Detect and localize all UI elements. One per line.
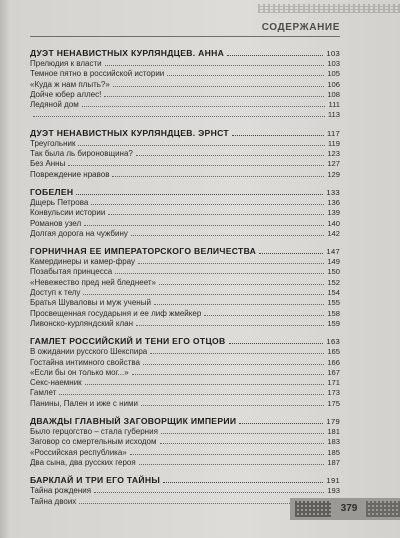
entry-page: 123 bbox=[327, 149, 340, 159]
entry-page: 139 bbox=[327, 208, 340, 218]
dot-leader bbox=[108, 214, 324, 215]
entry-title: Тайна двоих bbox=[30, 496, 77, 506]
section-title: ДВАЖДЫ ГЛАВНЫЙ ЗАГОВОРЩИК ИМПЕРИИ bbox=[30, 416, 237, 427]
entry-title: «Куда ж нам плыть?» bbox=[30, 79, 110, 89]
toc-entry bbox=[30, 267, 340, 277]
dot-leader bbox=[161, 433, 324, 434]
dot-leader bbox=[143, 364, 324, 365]
toc-entry bbox=[30, 90, 340, 100]
toc-entry bbox=[30, 110, 340, 120]
toc-section bbox=[30, 246, 340, 329]
dot-leader bbox=[79, 503, 324, 504]
entry-page: 165 bbox=[327, 347, 340, 357]
dot-leader bbox=[130, 454, 325, 455]
toc-section bbox=[30, 187, 340, 239]
dot-leader bbox=[136, 325, 324, 326]
entry-page: 108 bbox=[327, 89, 340, 99]
dot-leader bbox=[259, 253, 323, 254]
toc-entry bbox=[30, 448, 340, 458]
entry-page: 173 bbox=[327, 388, 340, 398]
entry-page: 105 bbox=[327, 69, 340, 79]
dot-leader bbox=[141, 405, 324, 406]
toc-entry bbox=[30, 347, 340, 357]
entry-title: Панины, Пален и иже с ними bbox=[30, 398, 138, 408]
toc-entry bbox=[30, 288, 340, 298]
entry-page: 193 bbox=[327, 486, 340, 496]
entry-page: 183 bbox=[327, 437, 340, 447]
entry-title: Дщерь Петрова bbox=[30, 197, 89, 207]
entry-page: 166 bbox=[327, 357, 340, 367]
toc-entry bbox=[30, 139, 340, 149]
dot-leader bbox=[68, 165, 324, 166]
section-page: 133 bbox=[326, 187, 340, 197]
entry-page: 187 bbox=[327, 457, 340, 467]
dot-leader bbox=[113, 86, 325, 87]
entry-page: 127 bbox=[327, 159, 340, 169]
dot-leader bbox=[232, 135, 324, 136]
section-heading bbox=[30, 48, 340, 59]
toc-entry bbox=[30, 257, 340, 267]
dot-leader bbox=[139, 464, 325, 465]
entry-title: Гамлет bbox=[30, 388, 57, 398]
section-heading bbox=[30, 128, 340, 139]
toc-entry bbox=[30, 170, 340, 180]
toc-section bbox=[30, 48, 340, 121]
entry-title: Просвещенная государыня и ее лиф жмейкер bbox=[30, 308, 202, 318]
entry-page: 129 bbox=[327, 169, 340, 179]
dot-leader bbox=[115, 273, 324, 274]
entry-title: Секс-наемник bbox=[30, 378, 82, 388]
dot-leader bbox=[150, 353, 324, 354]
entry-title: Братья Шуваловы и муж ученый bbox=[30, 298, 151, 308]
dot-leader bbox=[59, 394, 324, 395]
entry-title: Прелюдия к власти bbox=[30, 59, 102, 68]
toc-entry bbox=[30, 399, 340, 409]
entry-title: Камердинеры и камер-фрау bbox=[30, 257, 136, 267]
entry-title: Ливонско-курляндский клан bbox=[30, 318, 133, 328]
entry-page: 181 bbox=[327, 427, 340, 437]
section-heading bbox=[30, 336, 340, 347]
section-page: 147 bbox=[326, 247, 340, 257]
section-title: БАРКЛАЙ И ТРИ ЕГО ТАЙНЫ bbox=[30, 475, 161, 486]
dot-leader bbox=[112, 176, 324, 177]
entry-page: 185 bbox=[327, 447, 340, 457]
entry-title: «Если бы он только мог...» bbox=[30, 367, 129, 377]
entry-title: Ледяной дом bbox=[30, 100, 79, 110]
entry-title: Заговор со смертельным исходом bbox=[30, 437, 157, 447]
entry-title: Тайна рождения bbox=[30, 486, 92, 496]
entry-title: Позабытая принцесса bbox=[30, 267, 113, 277]
entry-page: 159 bbox=[327, 318, 340, 328]
dot-leader bbox=[82, 106, 326, 107]
page-number: 379 bbox=[340, 503, 358, 514]
entry-page: 103 bbox=[327, 59, 340, 68]
toc-section bbox=[30, 336, 340, 409]
toc-entry bbox=[30, 278, 340, 288]
section-heading bbox=[30, 475, 340, 486]
table-of-contents bbox=[30, 48, 340, 514]
entry-title: Повреждение нравов bbox=[30, 169, 110, 179]
entry-title: В ожидании русского Шекспира bbox=[30, 347, 148, 357]
toc-entry bbox=[30, 458, 340, 468]
entry-title: «Российская республика» bbox=[30, 447, 127, 457]
toc-section bbox=[30, 128, 340, 180]
entry-title: Дойче юбер аллес! bbox=[30, 89, 102, 99]
toc-section bbox=[30, 416, 340, 468]
toc-entry bbox=[30, 378, 340, 388]
dot-leader bbox=[154, 304, 324, 305]
section-page: 179 bbox=[326, 417, 340, 427]
toc-entry bbox=[30, 427, 340, 437]
dot-leader bbox=[239, 423, 323, 424]
dot-leader bbox=[132, 374, 325, 375]
header-divider bbox=[30, 36, 340, 37]
section-title: ГАМЛЕТ РОССИЙСКИЙ И ТЕНИ ЕГО ОТЦОВ bbox=[30, 336, 226, 347]
footer-ornament-left bbox=[295, 501, 331, 517]
entry-title: «Невежество пред ней бледнеет» bbox=[30, 277, 156, 287]
dot-leader bbox=[78, 145, 324, 146]
dot-leader bbox=[229, 343, 324, 344]
dot-leader bbox=[159, 284, 324, 285]
toc-entry bbox=[30, 229, 340, 239]
entry-title: Было герцогство – стала губерния bbox=[30, 427, 158, 437]
toc-entry bbox=[30, 80, 340, 90]
section-title: ГОБЕЛЕН bbox=[30, 186, 74, 197]
entry-page: 152 bbox=[327, 277, 340, 287]
section-page: 191 bbox=[326, 476, 340, 486]
entry-page: 154 bbox=[327, 288, 340, 298]
dot-leader bbox=[160, 443, 325, 444]
entry-page: 155 bbox=[327, 298, 340, 308]
toc-entry bbox=[30, 208, 340, 218]
entry-page: 175 bbox=[327, 398, 340, 408]
page-title: СОДЕРЖАНИЕ bbox=[261, 22, 340, 33]
dot-leader bbox=[83, 294, 324, 295]
toc-entry bbox=[30, 388, 340, 398]
dot-leader bbox=[33, 116, 325, 117]
entry-page: 149 bbox=[327, 257, 340, 267]
entry-page: 106 bbox=[327, 79, 340, 89]
section-title: ДУЭТ НЕНАВИСТНЫХ КУРЛЯНДЦЕВ. АННА bbox=[30, 48, 225, 58]
entry-title: Темное пятно в российской истории bbox=[30, 69, 165, 79]
section-title: ГОРНИЧНАЯ ЕЕ ИМПЕРАТОРСКОГО ВЕЛИЧЕСТВА bbox=[30, 246, 257, 257]
section-heading bbox=[30, 246, 340, 257]
entry-page: 142 bbox=[327, 228, 340, 238]
dot-leader bbox=[104, 96, 324, 97]
entry-page: 171 bbox=[327, 378, 340, 388]
toc-entry bbox=[30, 309, 340, 319]
toc-entry bbox=[30, 59, 340, 69]
entry-title: Два сына, два русских героя bbox=[30, 457, 136, 467]
dot-leader bbox=[204, 315, 324, 316]
entry-page: 150 bbox=[327, 267, 340, 277]
toc-entry bbox=[30, 298, 340, 308]
dot-leader bbox=[167, 75, 324, 76]
dot-leader bbox=[76, 194, 323, 195]
entry-page: 136 bbox=[327, 197, 340, 207]
entry-page: 111 bbox=[328, 100, 340, 110]
entry-page: 167 bbox=[327, 367, 340, 377]
footer-ornament-right bbox=[366, 501, 400, 517]
toc-entry bbox=[30, 149, 340, 159]
dot-leader bbox=[131, 235, 324, 236]
entry-title: Долгая дорога на чужбину bbox=[30, 228, 128, 238]
section-page: 163 bbox=[326, 337, 340, 347]
entry-title: Доступ к телу bbox=[30, 288, 81, 298]
toc-entry bbox=[30, 100, 340, 110]
entry-title: Треугольник bbox=[30, 138, 76, 148]
dot-leader bbox=[163, 482, 323, 483]
toc-entry bbox=[30, 486, 340, 496]
dot-leader bbox=[85, 384, 325, 385]
entry-title: Гостайна интимного свойства bbox=[30, 357, 140, 367]
toc-entry bbox=[30, 358, 340, 368]
dot-leader bbox=[105, 65, 325, 66]
dot-leader bbox=[138, 263, 324, 264]
dot-leader bbox=[227, 55, 323, 56]
toc-entry bbox=[30, 219, 340, 229]
dot-leader bbox=[84, 225, 324, 226]
header-ornament bbox=[258, 4, 400, 13]
entry-page: 119 bbox=[327, 138, 340, 148]
section-heading bbox=[30, 416, 340, 427]
section-title: ДУЭТ НЕНАВИСТНЫХ КУРЛЯНДЦЕВ. ЭРНСТ bbox=[30, 127, 229, 138]
toc-entry bbox=[30, 319, 340, 329]
entry-page: 140 bbox=[327, 218, 340, 228]
entry-title: Романов узел bbox=[30, 218, 82, 228]
toc-entry bbox=[30, 69, 340, 79]
entry-page: 113 bbox=[327, 110, 340, 120]
section-heading bbox=[30, 187, 340, 198]
toc-entry bbox=[30, 159, 340, 169]
entry-page: 158 bbox=[327, 308, 340, 318]
dot-leader bbox=[136, 155, 324, 156]
toc-entry bbox=[30, 198, 340, 208]
entry-title: Так была ль бироновщина? bbox=[30, 149, 133, 159]
section-page: 103 bbox=[326, 49, 340, 58]
entry-title: Конвульсии истории bbox=[30, 208, 106, 218]
entry-title: Без Анны bbox=[30, 159, 66, 169]
toc-entry bbox=[30, 368, 340, 378]
section-page: 117 bbox=[326, 128, 340, 138]
dot-leader bbox=[91, 204, 324, 205]
toc-entry bbox=[30, 437, 340, 447]
dot-leader bbox=[94, 492, 324, 493]
